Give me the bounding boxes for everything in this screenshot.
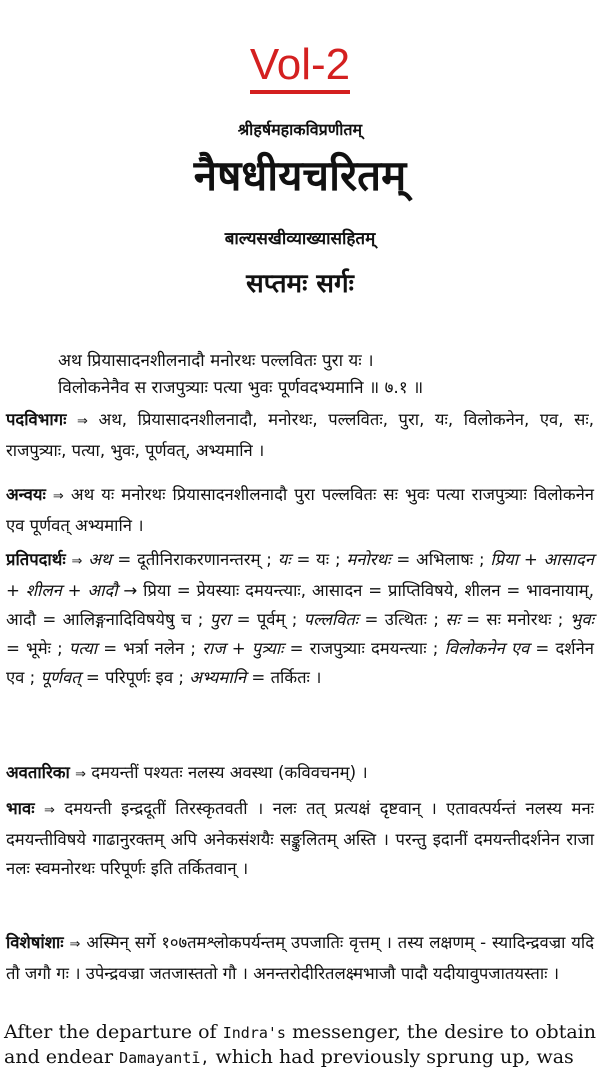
pratipadartha-term: सः (445, 610, 460, 629)
arrow-icon: ⇒ (77, 414, 88, 429)
author-line: श्रीहर्षमहाकविप्रणीतम् (237, 120, 363, 139)
sarga-heading: सप्तमः सर्गः (246, 269, 354, 299)
anvaya-label: अन्वयः (6, 485, 46, 504)
volume-label: Vol-2 (250, 40, 350, 94)
pratipadartha-term: पल्लवितः (303, 610, 359, 629)
pratipadartha-text (6, 550, 594, 687)
pratipadartha-gloss: = सः मनोरथः ; (459, 610, 570, 629)
padavibhaga-text: अथ, प्रियासादनशीलनादौ, मनोरथः, पल्लवितः, पुरा, यः, विलोकनेन, एव, सः, राजपुत्र्याः, पत्या, भुवः, पूर्णवत्, अभ्यमानि । (6, 410, 594, 460)
volume-heading (0, 40, 600, 90)
pratipadartha-section (6, 545, 594, 692)
pratipadartha-gloss: = यः ; (290, 550, 347, 569)
pratipadartha-gloss: = राजपुत्र्याः दमयन्त्याः ; (283, 639, 445, 658)
pratipadartha-label: प्रतिपदार्थः (6, 550, 66, 569)
english-name-damayanti: Damayantī, (119, 1049, 210, 1067)
pratipadartha-gloss: = परिपूर्णः इव ; (80, 668, 190, 687)
pratipadartha-term: मनोरथः (346, 550, 391, 569)
anvaya-text: अथ यः मनोरथः प्रियासादनशीलनादौ पुरा पल्लवितः सः भुवः पत्या राजपुत्र्याः विलोकनेन एव पूर्णवत् अभ्यमानि । (6, 485, 595, 535)
english-part-1: After the departure of (4, 1021, 223, 1043)
pratipadartha-gloss: = दूतीनिराकरणानन्तरम् ; (111, 550, 278, 569)
visheshamsha-text: अस्मिन् सर्गे १०७तमश्लोकपर्यन्तम् उपजातिः वृत्तम् । तस्य लक्षणम् - स्यादिन्द्रवज्रा यदि तौ जगौ गः । उपेन्द्रवज्रा जतजास्ततो गौ । अनन्तरोदीरितलक्ष्मभाजौ पादौ यदीयावुपजातयस्ताः । (6, 933, 595, 983)
pratipadartha-gloss: = उत्थितः ; (358, 610, 446, 629)
pratipadartha-term: विलोकनेन एव (444, 639, 530, 658)
english-part-2: messenger, the desire to obtain and endear (4, 1021, 596, 1068)
arrow-icon: ⇒ (44, 803, 55, 818)
anvaya-section (6, 480, 594, 540)
english-part-3: which had previously sprung up, was (209, 1046, 574, 1068)
pratipadartha-term: पूर्णवत् (40, 668, 81, 687)
bhava-label: भावः (6, 799, 35, 818)
book-title: नैषधीयचरितम् (193, 151, 407, 200)
padavibhaga-section (6, 405, 594, 465)
english-name-indra: Indra's (222, 1024, 286, 1042)
visheshamsha-label: विशेषांशाः (6, 933, 64, 952)
arrow-icon: ⇒ (71, 554, 83, 569)
verse-line-2: विलोकनेनैव स राजपुत्र्याः पत्या भुवः पूर्णवदभ्यमानि ॥ ७.१ ॥ (58, 378, 424, 398)
pratipadartha-gloss: = अभिलाषः ; (390, 550, 491, 569)
arrow-icon: ⇒ (52, 489, 64, 504)
pratipadartha-gloss: = पूर्वम् ; (230, 610, 304, 629)
commentary-line: बाल्यसखीव्याख्यासहितम् (224, 229, 376, 249)
verse-line-1: अथ प्रियासादनशीलनादौ मनोरथः पल्लवितः पुरा यः । (58, 351, 374, 371)
avatarika-text: दमयन्तीं पश्यतः नलस्य अवस्था (कविवचनम्) । (91, 763, 368, 782)
pratipadartha-term: भुवः (569, 610, 594, 629)
pratipadartha-gloss: = भर्त्रा नलेन ; (97, 639, 203, 658)
arrow-icon: ⇒ (69, 937, 81, 952)
english-translation (4, 1020, 596, 1070)
pratipadartha-term: यः (277, 550, 291, 569)
pratipadartha-gloss: = दर्शनेन एव ; (6, 639, 594, 687)
pratipadartha-term: पुरा (209, 610, 231, 629)
bhava-text: दमयन्ती इन्द्रदूतीं तिरस्कृतवती । नलः तत् प्रत्यक्षं दृष्टवान् । एतावत्पर्यन्तं नलस्य मनः दमयन्तीविषये गाढानुरक्तम् अपि अनेकसंशयैः सङ्कुलितम् अस्ति । परन्तु इदानीं दमयन्तीदर्शनेन राजा नलः स्वमनोरथः परिपूर्णः इति तर्कितवान् । (6, 799, 595, 878)
padavibhaga-label: पदविभागः (6, 410, 67, 429)
pratipadartha-gloss: = भूमेः ; (6, 639, 69, 658)
pratipadartha-gloss: → प्रिया = प्रेयस्याः दमयन्त्याः, आसादन = प्राप्तिविषये, शीलन = भावनायाम्, आदौ = आलिङ्गनादिविषयेषु च ; (6, 581, 594, 629)
pratipadartha-term: प्रिया + आसादन + शीलन + आदौ (6, 550, 595, 600)
bhava-section (6, 794, 594, 883)
pratipadartha-term: राज + पुत्र्याः (202, 639, 284, 658)
pratipadartha-term: पत्या (68, 639, 98, 658)
avatarika-label: अवतारिका (6, 763, 70, 782)
pratipadartha-gloss: = तर्कितः । (246, 668, 322, 687)
pratipadartha-term: अभ्यमानि (189, 668, 247, 687)
visheshamsha-section (6, 928, 594, 988)
pratipadartha-term: अथ (88, 550, 112, 569)
arrow-icon: ⇒ (75, 767, 86, 782)
avatarika-section (6, 758, 594, 789)
